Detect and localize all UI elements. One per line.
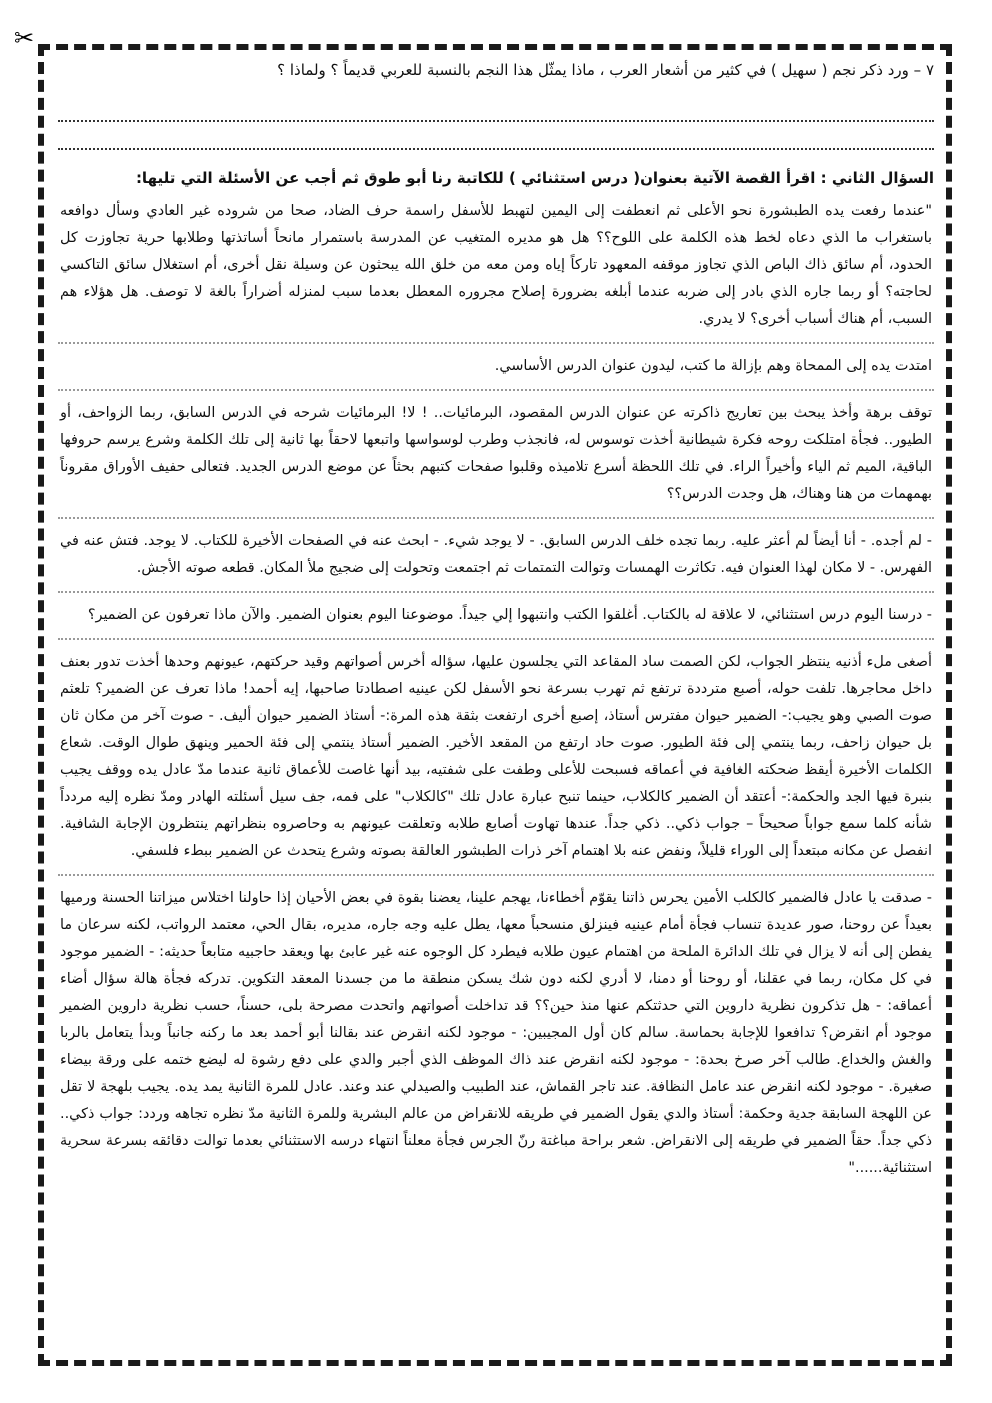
question-2-header: السؤال الثاني : اقرأ القصة الآتية بعنوان( درس استثنائي ) للكاتبة رنا أبو طوق ثم أجب عن الأسئلة التي تليها: (135, 169, 934, 187)
story-paragraph: - صدقت يا عادل فالضمير كالكلب الأمين يحرس ذاتنا يقوّم أخطاءنا، يهجم علينا، يعضنا بقوة في بعض الأحيان إذا حاولنا اختلاس ميزاتنا الحسنة ورميها بعيداً عن روحنا، صور عديدة تنساب فجأة أمام عينيه فينزلق منسحباً معها، يطل عليه وجه جاره، مديره، بقال الحي، معتمد الرواتب، لكنه سرعان ما يفطن إلى أنه لا يزال في تلك الدائرة الملحة من اهتمام عيون طلابه فيطرد كل الوجوه عنه غير عابئ بها ويعقد حاجبيه متابعاً حديثه: - الضمير موجود في كل مكان، ربما في عقلنا، أو روحنا أو دمنا، لا أدري لكنه دون شك يسكن منطقة ما من جسدنا المعقد التكوين. تدركه فجأة هالة سؤال أضاء أعماقه: - هل تذكرون نظرية داروين التي حدثتكم عنها منذ حين؟؟ قد تداخلت أصواتهم واتحدت مصرحة بلى، حسناً، حسب نظرية داروين الضمير موجود أم انقرض؟ تدافعوا للإجابة بحماسة. سالم كان أول المجيبين: - موجود لكنه انقرض عند بقالنا أبو أحمد بعد ما ركنه جانباً وبدأ يتعامل بالربا والغش والخداع. طالب آخر صرخ بحدة: - موجود لكنه انقرض عند ذاك الموظف الذي أجبر والدي على دفع رشوة له ليضع ختمه على ورقة بيضاء صغيرة. - موجود لكنه انقرض عند عامل النظافة. عند تاجر القماش، عند الطبيب والصيدلي عند وعند. عادل للمرة الثانية يمد يده. يجيب بلهجة لا تقل عن اللهجة السابقة جدية وحكمة: أستاذ والدي يقول الضمير في طريقه للانقراض من عالم البشرية وللمرة الثانية مدّ نظره تجاهه وردد: جواب ذكي.. ذكي جداً. حقاً الضمير في طريقه إلى الانقراض. شعر براحة مباغتة رنّ الجرس فجأة معلناً انتهاء درسه الاستثنائي بعدما توالت دقائقه بسرعة سحرية استثنائية......" (60, 890, 932, 1176)
answer-line[interactable] (58, 94, 934, 122)
story-paragraph: "عندما رفعت يده الطبشورة نحو الأعلى ثم انعطفت إلى اليمين لتهبط للأسفل راسمة حرف الضاد، صحا من شروده غير العادي وسأل دوافعه باستغراب ما الذي دعاه لخط هذه الكلمة على اللوح؟؟ هل هو مديره المتغيب عن المدرسة باستمرار مانحاً أساتذتها وطلابها حرية تجاوزت كل الحدود، أم سائق ذاك الباص الذي تجاوز موقفه المعهود تاركاً إياه ومن معه من خلق الله يبحثون عن وسيلة نقل أخرى، أم استغلال سائق التاكسي لحاجته؟ أو ربما جاره الذي بادر إلى ضربه عندما أبلغه بضرورة إصلاح مجروره المعطل بعدما سبب لمنزله أضراراً بالغة لا توصف. هل هؤلاء هم السبب، أم هناك أسباب أخرى؟ لا يدري. (58, 198, 934, 344)
worksheet-content (58, 58, 934, 1200)
story-paragraph: توقف برهة وأخذ يبحث بين تعاريج ذاكرته عن عنوان الدرس المقصود، البرمائيات.. ! لا! البرمائيات شرحه في الدرس السابق، ربما الزواحف، أو الطيور.. فجأة امتلكت روحه فكرة شيطانية أخذت توسوس له، فانجذب وطرب لوسواسها واتبعها لاحقاً بها ثانية إلى تلك الكلمة وشرع يرسم حروفها الباقية، الميم ثم الياء وأخيراً الراء. في تلك اللحظة أسرع تلاميذه وقلبوا صفحات كتبهم بحثاً عن موضع الدرس الجديد. فتعالى حفيف الأوراق مقروناً بهمهمات من هنا وهناك، هل وجدت الدرس؟؟ (58, 400, 934, 519)
answer-line[interactable] (58, 122, 934, 150)
story-paragraph: - لم أجده. - أنا أيضاً لم أعثر عليه. ربما تجده خلف الدرس السابق. - لا يوجد شيء. - ابحث عنه في الصفحات الأخيرة للكتاب. لا يوجد. فتش عنه في الفهرس. - لا مكان لهذا العنوان فيه. تكاثرت الهمسات وتوالت التمتمات ثم اجتمعت وتحولت إلى ضجيج ملأ المكان. قطعه صوته الأجش. (58, 528, 934, 593)
question-7: ٧ – ورد ذكر نجم ( سهيل ) في كثير من أشعار العرب ، ماذا يمثّل هذا النجم بالنسبة للعربي قديماً ؟ ولماذا ؟ (277, 61, 934, 79)
story-paragraph: - درسنا اليوم درس استثنائي، لا علاقة له بالكتاب. أغلقوا الكتب وانتبهوا إلي جيداً. موضوعنا اليوم بعنوان الضمير. والآن ماذا تعرفون عن الضمير؟ (58, 602, 934, 640)
story-paragraph: أصغى ملء أذنيه ينتظر الجواب، لكن الصمت ساد المقاعد التي يجلسون عليها، سؤاله أخرس أصواتهم وقيد حركتهم، عيونهم وحدها أخذت تدور بعنف داخل محاجرها. تلفت حوله، أصبع مترددة ترتفع ثم تهرب بسرعة نحو الأسفل لكن عينيه اصطادتا صاحبها، إيه أحمد! ماذا تعرف عن الضمير؟ تلعثم صوت الصبي وهو يجيب:- الضمير حيوان مفترس أستاذ، إصبع أخرى ارتفعت بثقة هذه المرة:- أستاذ الضمير حيوان أليف. - صوت آخر من مكان ثان بل حيوان زاحف، ربما ينتمي إلى فئة الطيور. صوت حاد ارتفع من المقعد الأخير. الضمير أستاذ ينتمي إلى فئة الحمير وينهق طوال الوقت. شعاع الكلمات الأخيرة أيقظ ضحكته الغافية في أعماقه فسبحت للأعلى وطفت على شفتيه، بيد أنها غاصت للأعماق ثانية عندما مدّ عادل يده ووقف يجيب بنبرة فيها الجد والحكمة:- أعتقد أن الضمير كالكلاب، حينما تنبح عبارة عادل تلك "كالكلاب" على فمه، جف سيل أسئلته الهادر ومدّ نظره إليه مردداً شأنه كلما سمع جواباً صحيحاً – جواب ذكي.. ذكي جداً. عندها تهاوت أصابع طلابه وتعلقت عيونهم به وحاصروه بنظراتهم ينتظرون الإجابة الشافية. انفصل عن مكانه مبتعداً إلى الوراء قليلاً، ونفض عنه بلا اهتمام آخر ذرات الطبشور العالقة بصوته وشرع يتحدث عن الضمير ببطء فلسفي. (58, 649, 934, 876)
scissors-icon: ✂ (14, 24, 35, 52)
story-paragraph: امتدت يده إلى الممحاة وهم بإزالة ما كتب، ليدون عنوان الدرس الأساسي. (58, 353, 934, 391)
